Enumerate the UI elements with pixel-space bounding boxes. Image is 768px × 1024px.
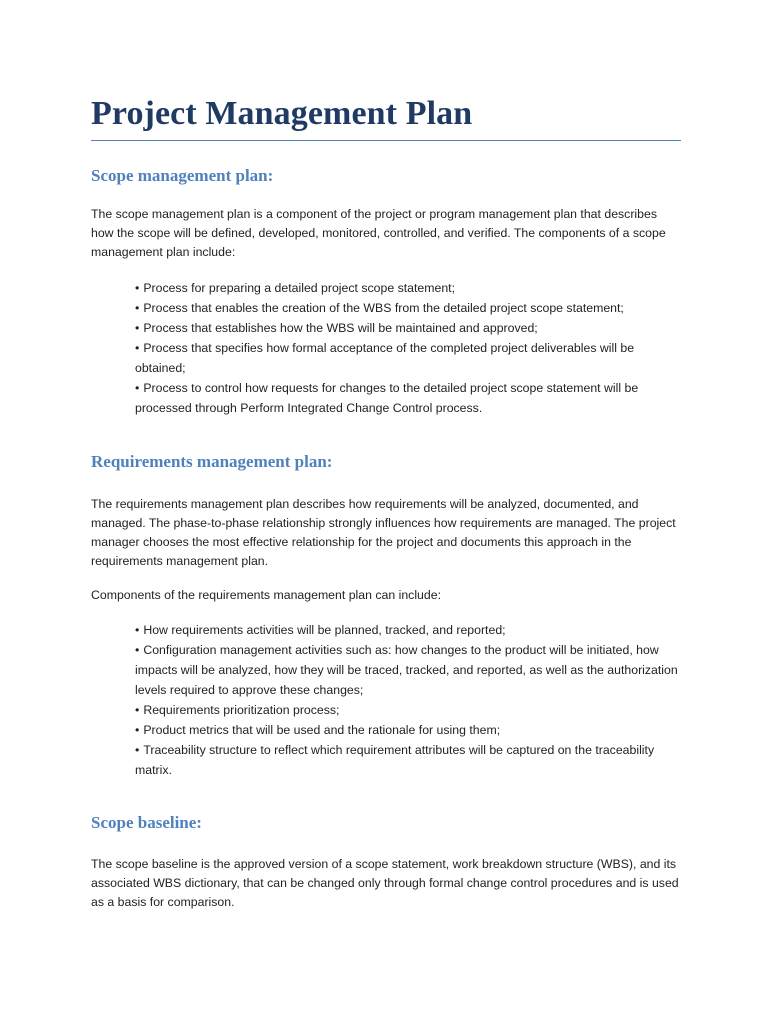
bullet-icon: • bbox=[135, 381, 140, 395]
list-item bbox=[135, 278, 681, 298]
bullet-text: How requirements activities will be planned, tracked, and reported; bbox=[143, 623, 506, 637]
scope-baseline-text: The scope baseline is the approved version of a scope statement, work breakdown structure (WBS), and its associated WBS dictionary, that can be changed only through formal change control procedures and is used as a basis for comparison. bbox=[91, 857, 679, 909]
bullet-icon: • bbox=[135, 341, 140, 355]
bullet-text: Process to control how requests for changes to the detailed project scope statement will be processed through Perform Integrated Change Control process. bbox=[135, 381, 639, 415]
bullet-text: Process for preparing a detailed project scope statement; bbox=[143, 281, 456, 295]
bullet-text: Process that establishes how the WBS will be maintained and approved; bbox=[143, 321, 538, 335]
scope-management-intro: The scope management plan is a component of the project or program management plan that describes how the scope will be defined, developed, monitored, controlled, and verified. The components of a scope management plan include: bbox=[91, 207, 666, 259]
bullet-icon: • bbox=[135, 703, 140, 717]
bullet-icon: • bbox=[135, 301, 140, 315]
bullet-text: Requirements prioritization process; bbox=[143, 703, 340, 717]
list-item bbox=[135, 378, 681, 418]
requirements-management-intro: The requirements management plan describes how requirements will be analyzed, documented, and managed. The phase-to-phase relationship strongly influences how requirements are managed. The project manager chooses the most effective relationship for the project and documents this approach in the requirements management plan. bbox=[91, 497, 676, 568]
bullet-icon: • bbox=[135, 723, 140, 737]
bullet-text: Traceability structure to reflect which requirement attributes will be captured on the traceability matrix. bbox=[135, 743, 655, 777]
list-item bbox=[135, 620, 681, 640]
bullet-text: Process that specifies how formal acceptance of the completed project deliverables will be obtained; bbox=[135, 341, 635, 375]
list-item bbox=[135, 640, 681, 700]
scope-baseline-heading: Scope baseline: bbox=[91, 813, 202, 832]
scope-management-bullet-list bbox=[91, 278, 681, 418]
requirements-management-heading: Requirements management plan: bbox=[91, 452, 333, 471]
bullet-text: Process that enables the creation of the WBS from the detailed project scope statement; bbox=[143, 301, 624, 315]
scope-management-heading: Scope management plan: bbox=[91, 166, 274, 185]
bullet-text: Product metrics that will be used and the rationale for using them; bbox=[143, 723, 501, 737]
list-item bbox=[135, 318, 681, 338]
page-title: Project Management Plan bbox=[91, 94, 681, 141]
bullet-text: Configuration management activities such as: how changes to the product will be initiated, how impacts will be analyzed, how they will be traced, tracked, and reported, as well as the authorization levels required to approve these changes; bbox=[135, 643, 678, 697]
list-item bbox=[135, 720, 681, 740]
bullet-icon: • bbox=[135, 743, 140, 757]
list-item bbox=[135, 338, 681, 378]
bullet-icon: • bbox=[135, 281, 140, 295]
requirements-bullet-list bbox=[91, 620, 681, 780]
scope-management-section bbox=[91, 165, 681, 418]
list-item bbox=[135, 740, 681, 780]
document-page bbox=[91, 94, 681, 912]
bullet-icon: • bbox=[135, 623, 140, 637]
list-item bbox=[135, 700, 681, 720]
requirements-components-intro: Components of the requirements management plan can include: bbox=[91, 588, 441, 602]
bullet-icon: • bbox=[135, 321, 140, 335]
bullet-icon: • bbox=[135, 643, 140, 657]
scope-baseline-section bbox=[91, 812, 681, 912]
list-item bbox=[135, 298, 681, 318]
requirements-management-section bbox=[91, 451, 681, 780]
